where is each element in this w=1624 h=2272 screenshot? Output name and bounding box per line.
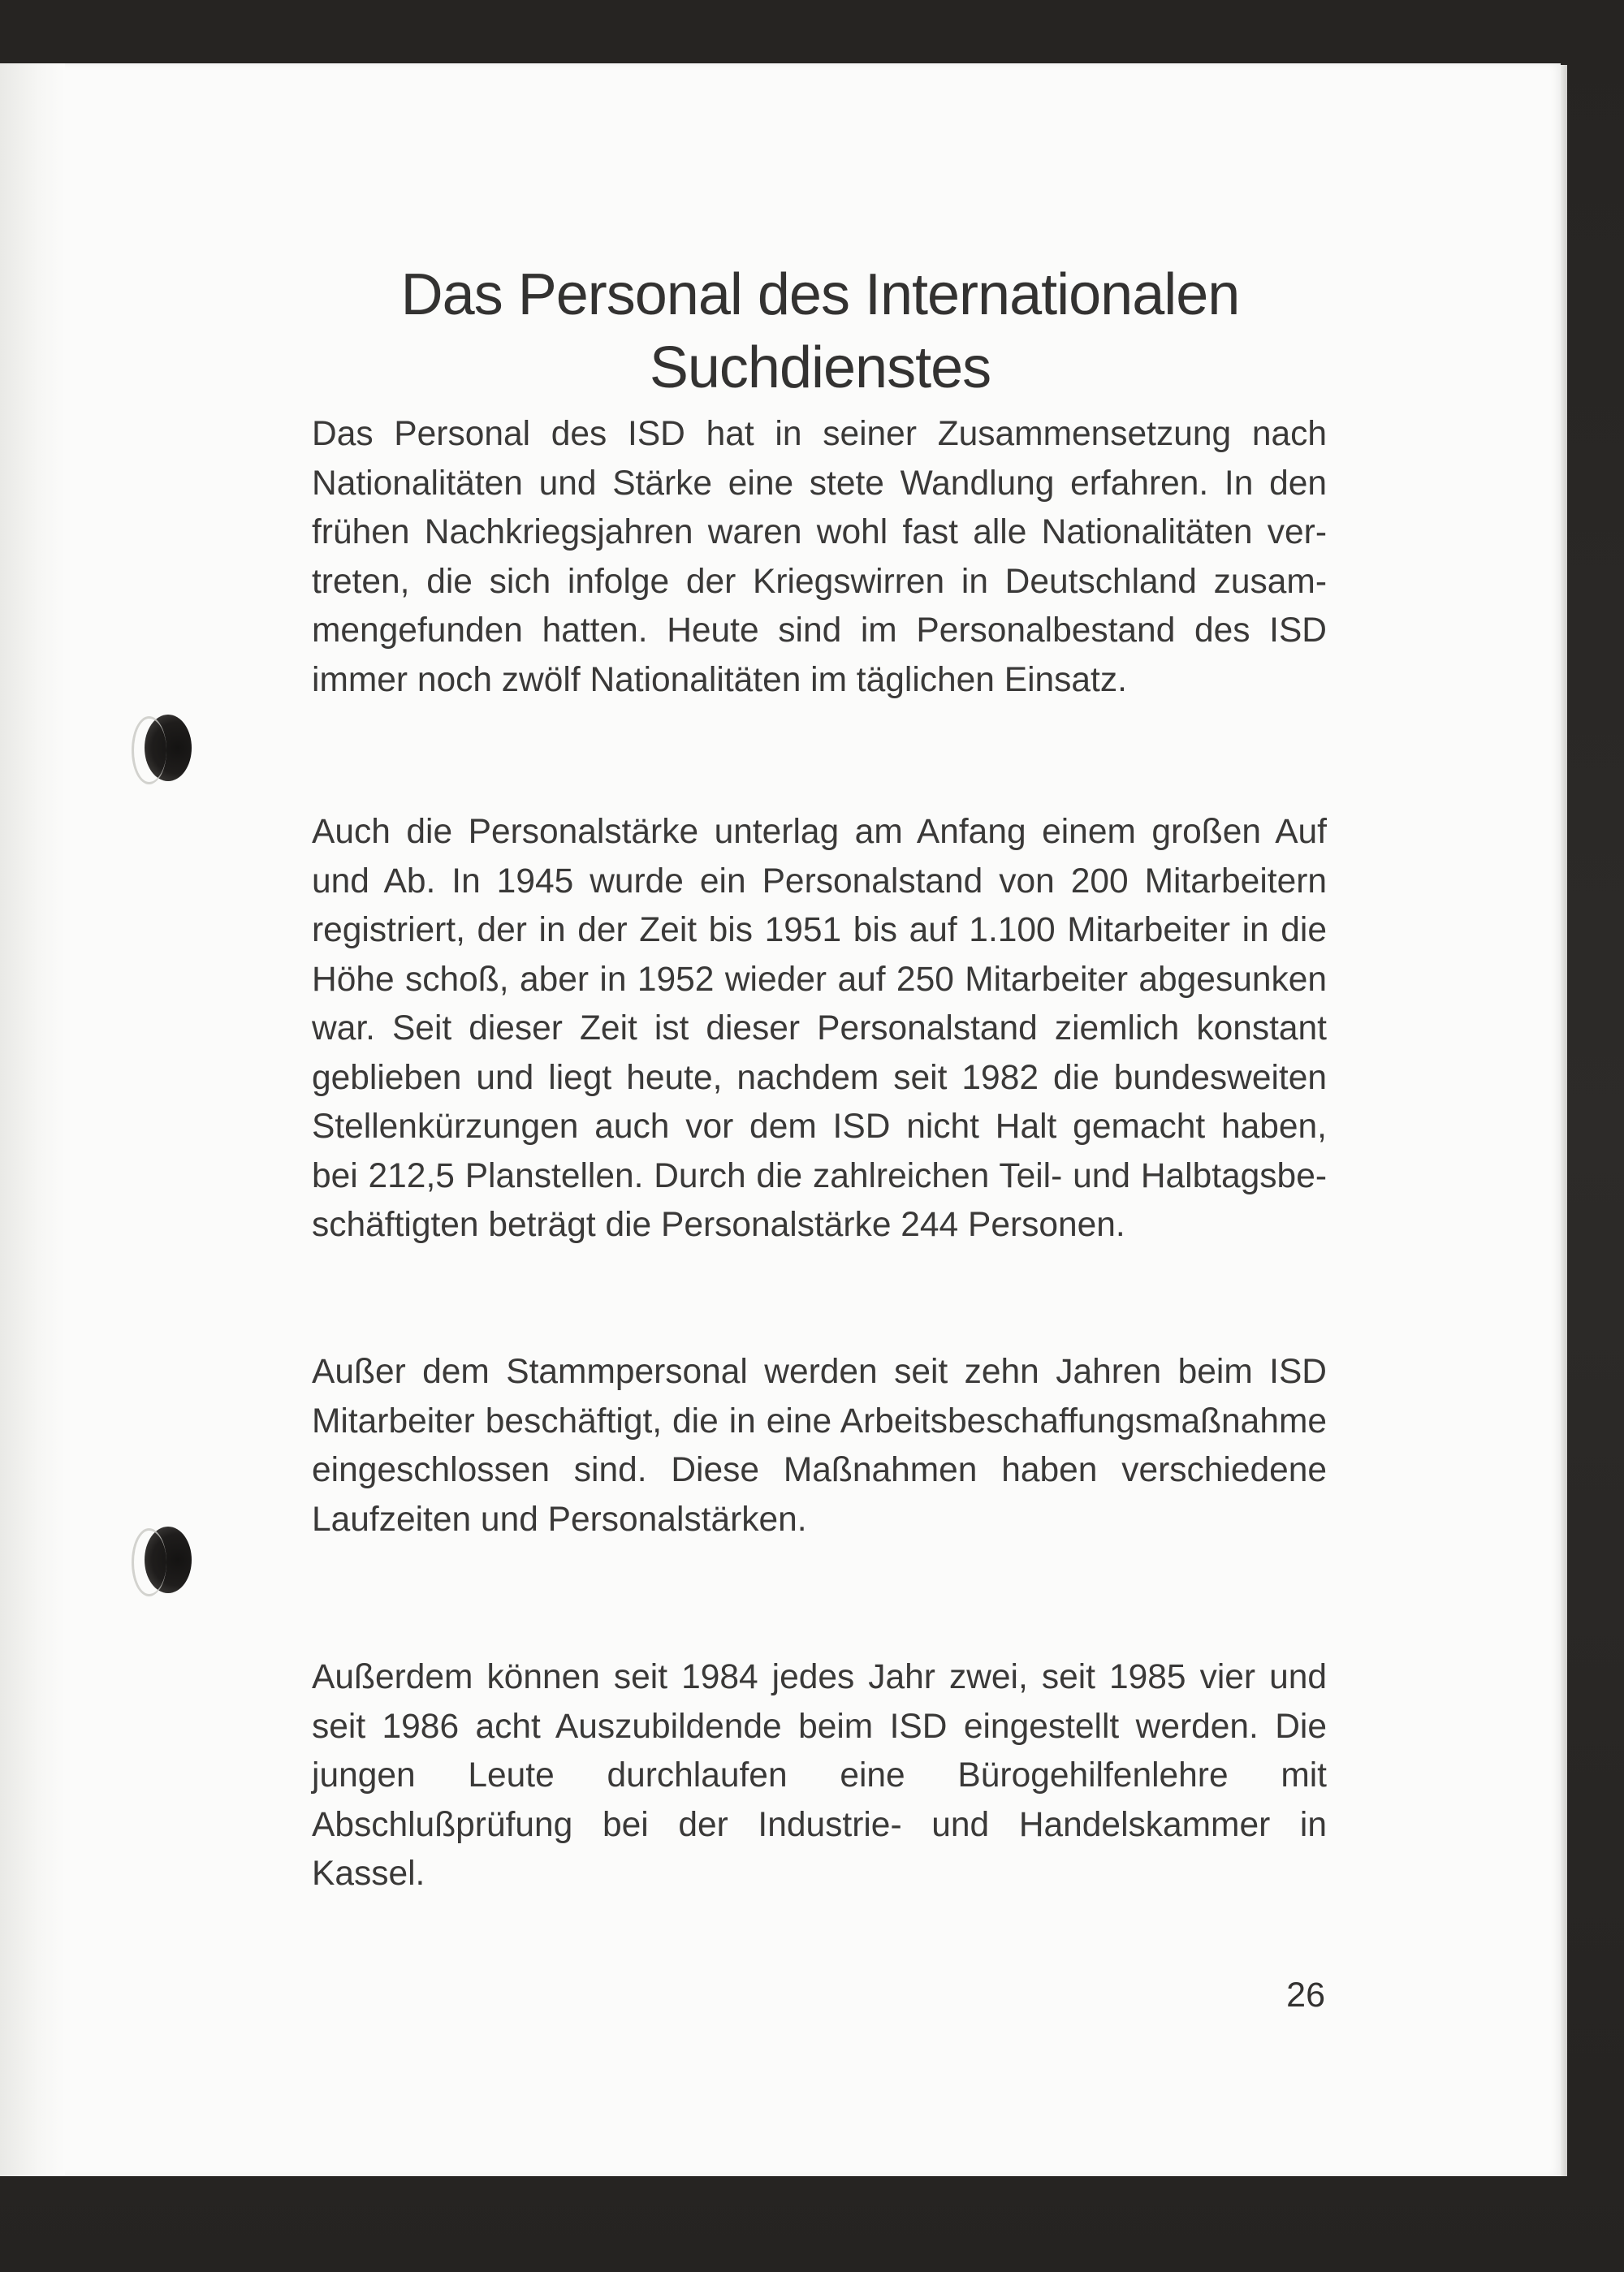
paragraph-1: Das Personal des ISD hat in seiner Zusammensetzung nach Nationalitäten und Stärke eine stete Wandlung erfahren. In den frühen Nachkriegsjahren waren wohl fast alle Nationalitäten vertreten, die sich infolge der Kriegswirren in Deutschland zusammengefunden hatten. Heute sind im Personalbestand des ISD immer noch zwölf Nationalitäten im täglichen Einsatz. xyxy=(312,415,1327,699)
punch-hole-lower xyxy=(145,1527,192,1593)
page-title: Das Personal des Internationalen Suchdienstes xyxy=(400,262,1240,400)
punch-hole-upper xyxy=(145,715,192,781)
paragraph-3: Außer dem Stammpersonal werden seit zehn Jahren beim ISD Mitarbeiter beschäftigt, die in eine Arbeitsbeschaffungsmaßnahme eingeschlossen sind. Diese Maßnahmen haben verschiedene Laufzeiten und Personalstärken. xyxy=(312,1353,1327,1539)
binding-margin xyxy=(0,63,65,2176)
page-number: 26 xyxy=(1286,1976,1325,2015)
paragraph-4: Außerdem können seit 1984 jedes Jahr zwei, seit 1985 vier und seit 1986 acht Auszubildende beim ISD eingestellt werden. Die jungen Leute durchlaufen eine Bürogehilfenlehre mit Abschlußprüfung bei der Industrie- und Handelskammer in Kassel. xyxy=(312,1658,1327,1893)
paragraph-2: Auch die Personalstärke unterlag am Anfang einem großen Auf und Ab. In 1945 wurde ein Personalstand von 200 Mitarbeitern registriert, der in der Zeit bis 1951 bis auf 1.100 Mitarbeiter in die Höhe schoß, aber in 1952 wieder auf 250 Mitarbeiter abgesunken war. Seit dieser Zeit ist dieser Personalstand ziemlich konstant geblieben und liegt heute, nachdem seit 1982 die bundesweiten Stellenkürzungen auch vor dem ISD nicht Halt gemacht haben, bei 212,5 Planstellen. Durch die zahlreichen Teil- und Halbtagsbeschäftigten beträgt die Personalstärke 244 Personen. xyxy=(312,813,1327,1244)
